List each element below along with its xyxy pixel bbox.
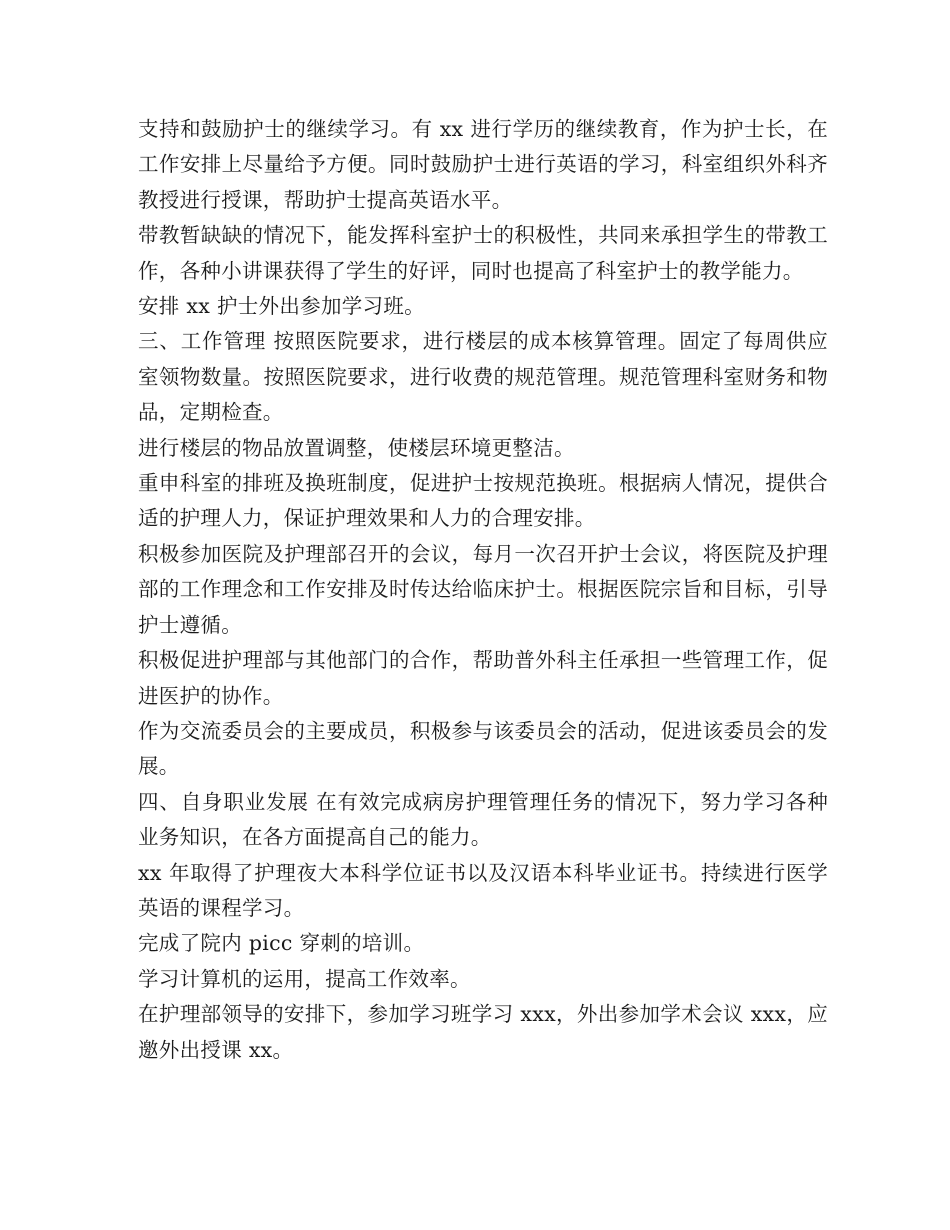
paragraph-career-development: 四、自身职业发展 在有效完成病房护理管理任务的情况下，努力学习各种业务知识，在各方面提高自己的能力。 (138, 789, 828, 850)
paragraph-computer-skills: 学习计算机的运用，提高工作效率。 (138, 966, 471, 991)
paragraph-cooperation: 积极促进护理部与其他部门的合作，帮助普外科主任承担一些管理工作，促进医护的协作。 (138, 648, 828, 708)
paragraph-work-management: 三、工作管理 按照医院要求，进行楼层的成本核算管理。固定了每周供应室领物数量。按照医院要求，进行收费的规范管理。规范管理科室财务和物品，定期检查。 (138, 329, 828, 425)
paragraph-committee: 作为交流委员会的主要成员，积极参与该委员会的活动，促进该委员会的发展。 (138, 718, 828, 779)
paragraph-scheduling: 重申科室的排班及换班制度，促进护士按规范换班。根据病人情况，提供合适的护理人力，保证护理效果和人力的合理安排。 (138, 471, 828, 531)
paragraph-picc-training: 完成了院内 picc 穿刺的培训。 (138, 931, 425, 956)
paragraph-degrees: xx 年取得了护理夜大本科学位证书以及汉语本科毕业证书。持续进行医学英语的课程学习。 (138, 860, 828, 920)
paragraph-teaching: 带教暂缺缺的情况下，能发挥科室护士的积极性，共同来承担学生的带教工作，各种小讲课获得了学生的好评，同时也提高了科室护士的教学能力。 (138, 223, 828, 283)
paragraph-meetings: 积极参加医院及护理部召开的会议，每月一次召开护士会议，将医院及护理部的工作理念和工作安排及时传达给临床护士。根据医院宗旨和目标，引导护士遵循。 (138, 541, 828, 637)
paragraph-floor-arrangement: 进行楼层的物品放置调整，使楼层环境更整洁。 (138, 435, 575, 460)
document-page (138, 112, 828, 1068)
paragraph-conferences: 在护理部领导的安排下，参加学习班学习 xxx，外出参加学术会议 xxx，应邀外出授课 xx。 (138, 1002, 828, 1062)
paragraph-continuing-education: 支持和鼓励护士的继续学习。有 xx 进行学历的继续教育，作为护士长，在工作安排上尽量给予方便。同时鼓励护士进行英语的学习，科室组织外科齐教授进行授课，帮助护士提高英语水平。 (138, 117, 828, 212)
paragraph-training-class: 安排 xx 护士外出参加学习班。 (138, 294, 425, 319)
